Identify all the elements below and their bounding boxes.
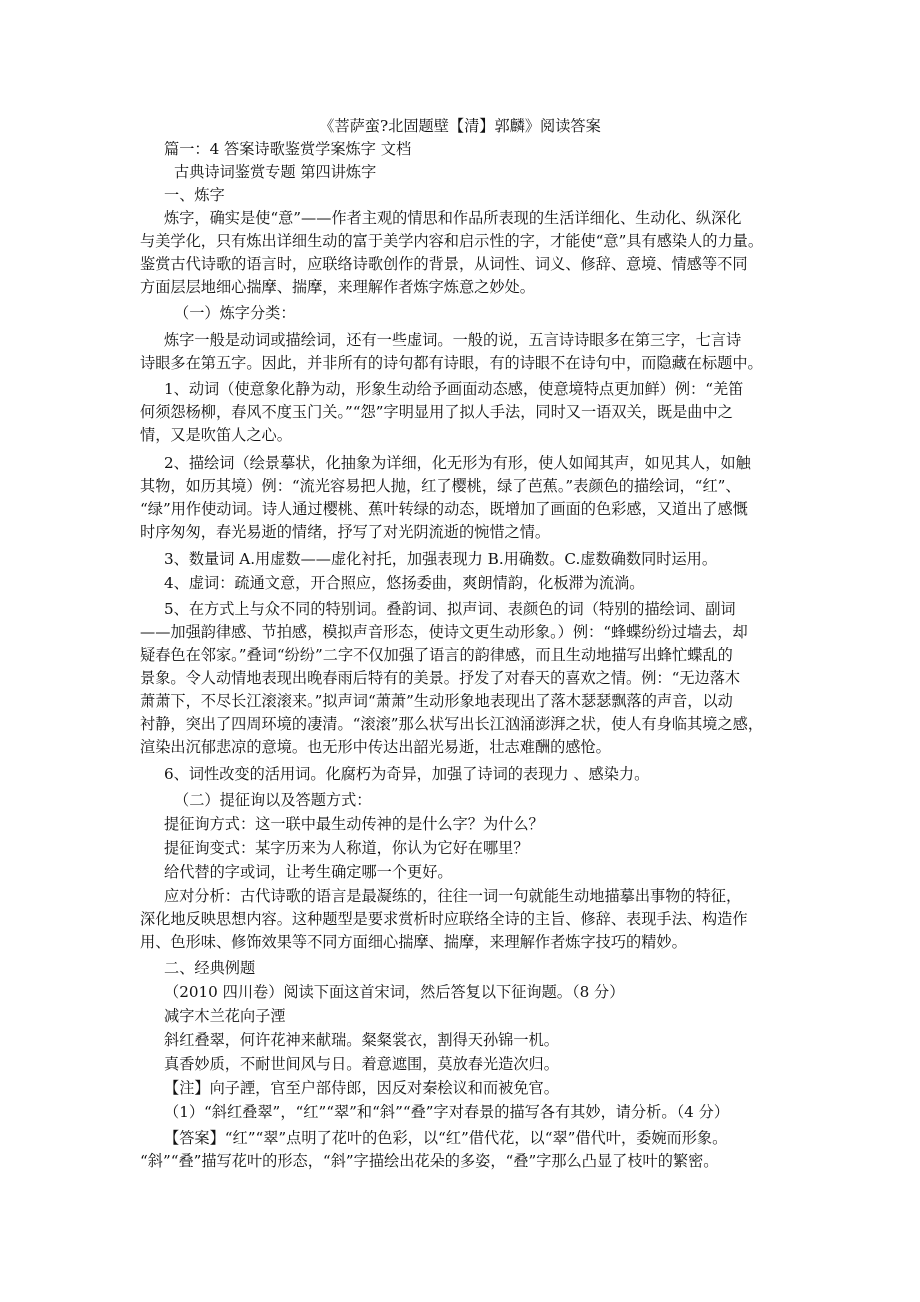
heading-2: 二、经典例题: [164, 959, 256, 977]
paragraph-line: 炼字一般是动词或描绘词，还有一些虚词。一般的说，五言诗诗眼多在第三字，七言诗: [164, 331, 742, 349]
paragraph-line: 诗眼多在第五字。因此，并非所有的诗句都有诗眼，有的诗眼不在诗句中，而隐藏在标题中。: [140, 354, 763, 372]
paragraph-line: 提征询变式：某字历来为人称道，你认为它好在哪里？: [164, 839, 529, 857]
document-title: 《菩萨蛮?北固题壁【清】郭麟》阅读答案: [319, 117, 601, 135]
paragraph-line: 时序匆匆，春光易逝的情绪，抒写了对光阴流逝的惋惜之情。: [140, 523, 551, 541]
subheading: （二）提征询以及答题方式：: [174, 791, 372, 809]
list-item: 2、描绘词（绘景摹状，化抽象为详细，化无形为有形，使人如闻其声，如见其人，如触: [164, 454, 751, 472]
section-heading: 篇一：4 答案诗歌鉴赏学案炼字 文档: [164, 140, 412, 158]
paragraph-line: 衬静，突出了四周环境的凄清。“滚滚”那么状写出长江汹涌澎湃之状，使人有身临其境之感，: [140, 715, 764, 733]
list-item: 1、动词（使意象化静为动，形象生动给予画面动态感，使意境特点更加鲜）例：“羌笛: [164, 380, 744, 398]
paragraph-line: 方面层层地细心揣摩、揣摩，来理解作者炼字炼意之妙处。: [140, 278, 535, 296]
paragraph-line: ——加强韵律感、节拍感，模拟声音形态，使诗文更生动形象。）例：“蜂蝶纷纷过墙去，却: [140, 623, 748, 641]
poem-line: 斜红叠翠，何许花神来献瑞。粲粲裳衣，割得天孙锦一机。: [164, 1031, 559, 1049]
paragraph-line: 给代替的字或词，让考生确定哪一个更好。: [164, 863, 453, 881]
paragraph-line: 与美学化，只有炼出详细生动的富于美学内容和启示性的字，才能使“意”具有感染人的力量。: [140, 232, 764, 250]
paragraph-line: 何须怨杨柳，春风不度玉门关。”“怨”字明显用了拟人手法，同时又一语双关，既是曲中之: [140, 403, 733, 421]
list-item: 3、数量词 A.用虚数——虚化衬托，加强表现力 B.用确数。C.虚数确数同时运用。: [164, 550, 718, 568]
paragraph-line: 渲染出沉郁悲凉的意境。也无形中传达出韶光易逝，壮志难酬的感怆。: [140, 738, 611, 756]
poem-title: 减字木兰花向子湮: [164, 1007, 286, 1025]
poem-line: 真香妙质，不耐世间风与日。着意遮围，莫放春光造次归。: [164, 1055, 559, 1073]
question-intro: （2010 四川卷）阅读下面这首宋词，然后答复以下征询题。（8 分）: [164, 983, 625, 1001]
list-item: 4、虚词：疏通文意，开合照应，悠扬委曲，爽朗情韵，化板滞为流淌。: [164, 574, 645, 592]
paragraph-line: 情，又是吹笛人之心。: [140, 426, 292, 444]
paragraph-line: 炼字，确实是使“意”——作者主观的情思和作品所表现的生活详细化、生动化、纵深化: [164, 209, 742, 227]
paragraph-line: 应对分析：古代诗歌的语言是最凝练的，往往一词一句就能生动地描摹出事物的特征，: [164, 887, 742, 905]
list-item: 5、在方式上与众不同的特别词。叠韵词、拟声词、表颜色的词（特别的描绘词、副词: [164, 600, 736, 618]
answer-line: 【答案】“红”“翠”点明了花叶的色彩，以“红”借代花，以“翠”借代叶，委婉而形象。: [164, 1129, 728, 1147]
paragraph-line: 鉴赏古代诗歌的语言时，应联络诗歌创作的背景，从词性、词义、修辞、意境、情感等不同: [140, 255, 748, 273]
question: （1）“斜红叠翠”，“红”“翠”和“斜”“叠”字对春景的描写各有其妙，请分析。（4 分）: [164, 1103, 730, 1121]
answer-line: “斜”“叠”描写花叶的形态，“斜”字描绘出花朵的多姿，“叠”字那么凸显了枝叶的繁密。: [140, 1152, 719, 1170]
heading-1: 一、炼字: [164, 186, 225, 204]
paragraph-line: 提征询方式：这一联中最生动传神的是什么字？为什么？: [164, 815, 544, 833]
paragraph-line: “绿”用作使动词。诗人通过樱桃、蕉叶转绿的动态，既增加了画面的色彩感，又道出了感慨: [140, 500, 748, 518]
note: 【注】向子諲，官至户部侍郎，因反对秦桧议和而被免官。: [164, 1079, 559, 1097]
paragraph-line: 用、色形味、修饰效果等不同方面细心揣摩、揣摩，来理解作者炼字技巧的精妙。: [140, 933, 687, 951]
paragraph-line: 深化地反映思想内容。这种题型是要求赏析时应联络全诗的主旨、修辞、表现手法、构造作: [140, 910, 748, 928]
paragraph-line: 疑春色在邻家。”叠词“纷纷”二字不仅加强了语言的韵律感，而且生动地描写出蜂忙蝶乱的: [140, 646, 733, 664]
subtitle: 古典诗词鉴赏专题 第四讲炼字: [174, 163, 377, 181]
paragraph-line: 萧萧下，不尽长江滚滚来。”拟声词“萧萧”生动形象地表现出了落木瑟瑟飘落的声音，以动: [140, 692, 733, 710]
subheading: （一）炼字分类：: [174, 304, 296, 322]
list-item: 6、词性改变的活用词。化腐朽为奇异，加强了诗词的表现力 、感染力。: [164, 765, 650, 783]
paragraph-line: 景象。令人动情地表现出晚春雨后特有的美景。抒发了对春天的喜欢之情。例：“无边落木: [140, 669, 741, 687]
paragraph-line: 其物，如历其境）例：“流光容易把人抛，红了樱桃，绿了芭蕉。”表颜色的描绘词，“红”、: [140, 477, 741, 495]
